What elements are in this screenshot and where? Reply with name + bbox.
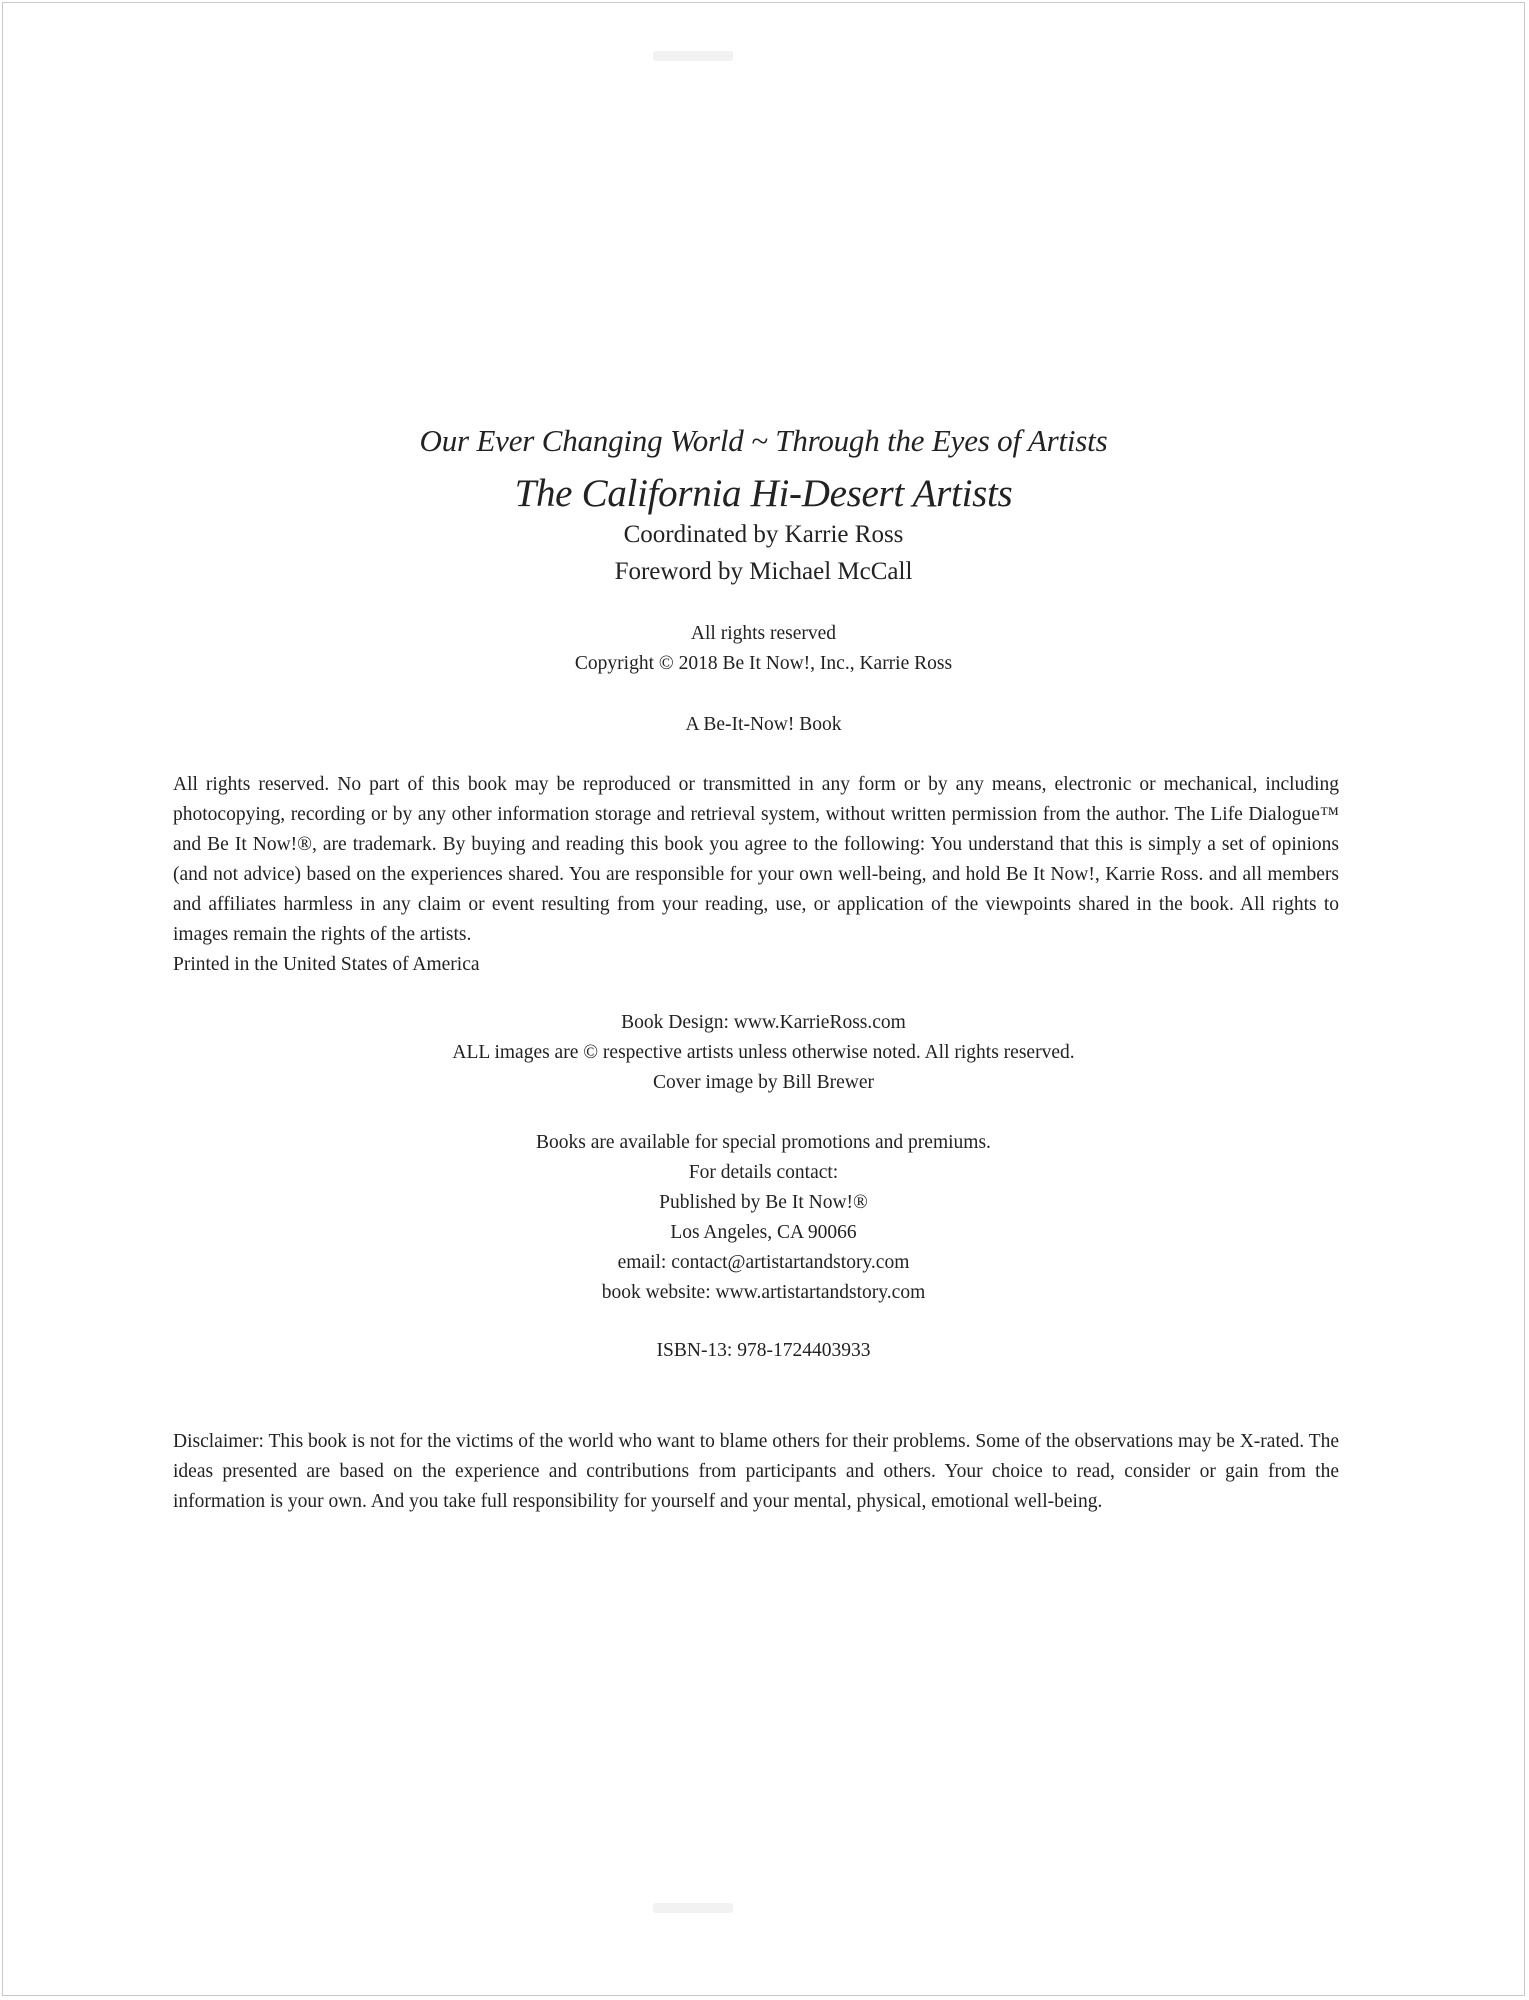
copyright-block	[3, 619, 1524, 679]
rights-reserved: All rights reserved	[690, 623, 837, 644]
series-title: Our Ever Changing World ~ Through the Eyes of Artists	[419, 423, 1108, 458]
book-label: A Be-It-Now! Book	[685, 714, 842, 735]
page-footer-mark	[653, 1903, 733, 1913]
cover-image-credit: Cover image by Bill Brewer	[653, 1072, 874, 1093]
website-line: book website: www.artistartandstory.com	[601, 1282, 926, 1303]
disclaimer: Disclaimer: This book is not for the victims of the world who want to blame others for their problems. Some of the observations may be X-rated. The ideas presented are based on the experience and contributions from participants and others. Your choice to read, consider or gain from the information is your own. And you take full responsibility for yourself and your mental, physical, emotional well-being.	[173, 1431, 1339, 1512]
printed-in: Printed in the United States of America	[173, 954, 480, 975]
publisher-line: Published by Be It Now!®	[659, 1192, 868, 1213]
design-credits	[3, 1008, 1524, 1098]
contact-block	[3, 1128, 1524, 1308]
book-design-credit: Book Design: www.KarrieRoss.com	[621, 1012, 906, 1033]
images-note: ALL images are © respective artists unless otherwise noted. All rights reserved.	[452, 1042, 1075, 1063]
copyright-line: Copyright © 2018 Be It Now!, Inc., Karrie Ross	[574, 653, 953, 674]
legal-notice	[173, 770, 1339, 980]
foreword-credit: Foreword by Michael McCall	[614, 558, 913, 585]
promotions-note: Books are available for special promotions and premiums.	[536, 1132, 991, 1153]
isbn: ISBN-13: 978-1724403933	[656, 1340, 871, 1361]
location-line: Los Angeles, CA 90066	[670, 1222, 857, 1243]
page-header-mark	[653, 51, 733, 61]
coordinator-credit: Coordinated by Karrie Ross	[623, 521, 904, 548]
book-title: The California Hi-Desert Artists	[514, 472, 1013, 515]
email-line: email: contact@artistartandstory.com	[617, 1252, 910, 1273]
details-label: For details contact:	[688, 1162, 839, 1183]
legal-paragraph: All rights reserved. No part of this book may be reproduced or transmitted in any form or by any means, electronic or mechanical, including photocopying, recording or by any other information storage and retrieval system, without written permission from the author. The Life Dialogue™ and Be It Now!®, are trademark. By buying and reading this book you agree to the following: You understand that this is simply a set of opinions (and not advice) based on the experiences shared. You are responsible for your own well-being, and hold Be It Now!, Karrie Ross. and all members and affiliates harmless in any claim or event resulting from your reading, use, or application of the viewpoints shared in the book. All rights to images remain the rights of the artists.	[173, 774, 1339, 945]
book-page	[2, 2, 1525, 1996]
